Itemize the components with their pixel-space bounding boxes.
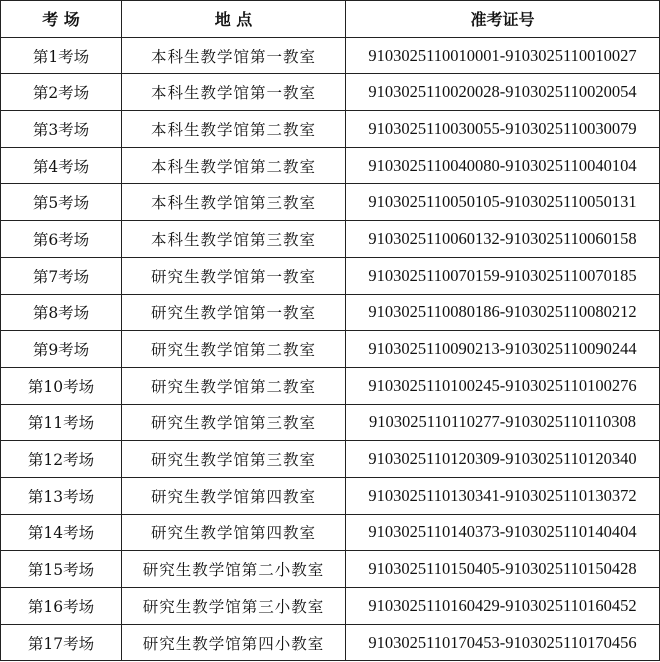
- exam-room-cell: 第4考场: [1, 147, 122, 184]
- ticket-number-range-cell: 9103025110080186-9103025110080212: [346, 294, 660, 331]
- ticket-number-range-cell: 9103025110040080-9103025110040104: [346, 147, 660, 184]
- ticket-number-range-cell: 9103025110170453-9103025110170456: [346, 624, 660, 661]
- ticket-number-range-cell: 9103025110090213-9103025110090244: [346, 331, 660, 368]
- location-cell: 本科生教学馆第一教室: [122, 37, 346, 74]
- table-row: [1, 184, 660, 221]
- table-row: [1, 221, 660, 258]
- location-cell: 研究生教学馆第一教室: [122, 257, 346, 294]
- exam-room-cell: 第16考场: [1, 588, 122, 625]
- table-header: [1, 1, 660, 38]
- table-row: [1, 147, 660, 184]
- header-row: [1, 1, 660, 38]
- location-cell: 本科生教学馆第二教室: [122, 111, 346, 148]
- location-cell: 研究生教学馆第四教室: [122, 514, 346, 551]
- exam-room-cell: 第10考场: [1, 367, 122, 404]
- header-ticket-numbers: 准考证号: [346, 1, 660, 38]
- table-row: [1, 367, 660, 404]
- table-row: [1, 37, 660, 74]
- location-cell: 研究生教学馆第二教室: [122, 331, 346, 368]
- header-exam-room: 考 场: [1, 1, 122, 38]
- table-row: [1, 588, 660, 625]
- ticket-number-range-cell: 9103025110160429-9103025110160452: [346, 588, 660, 625]
- location-cell: 本科生教学馆第三教室: [122, 221, 346, 258]
- table-row: [1, 404, 660, 441]
- exam-room-cell: 第6考场: [1, 221, 122, 258]
- table-body: [1, 37, 660, 661]
- ticket-number-range-cell: 9103025110070159-9103025110070185: [346, 257, 660, 294]
- exam-room-cell: 第12考场: [1, 441, 122, 478]
- exam-room-cell: 第15考场: [1, 551, 122, 588]
- ticket-number-range-cell: 9103025110020028-9103025110020054: [346, 74, 660, 111]
- table-row: [1, 514, 660, 551]
- exam-room-cell: 第17考场: [1, 624, 122, 661]
- ticket-number-range-cell: 9103025110010001-9103025110010027: [346, 37, 660, 74]
- table-row: [1, 441, 660, 478]
- ticket-number-range-cell: 9103025110100245-9103025110100276: [346, 367, 660, 404]
- location-cell: 研究生教学馆第二教室: [122, 367, 346, 404]
- ticket-number-range-cell: 9103025110030055-9103025110030079: [346, 111, 660, 148]
- table-row: [1, 294, 660, 331]
- exam-room-cell: 第2考场: [1, 74, 122, 111]
- exam-room-cell: 第1考场: [1, 37, 122, 74]
- table-row: [1, 74, 660, 111]
- exam-room-cell: 第5考场: [1, 184, 122, 221]
- table-row: [1, 111, 660, 148]
- exam-room-cell: 第7考场: [1, 257, 122, 294]
- ticket-number-range-cell: 9103025110150405-9103025110150428: [346, 551, 660, 588]
- location-cell: 研究生教学馆第二小教室: [122, 551, 346, 588]
- exam-room-cell: 第3考场: [1, 111, 122, 148]
- table-row: [1, 257, 660, 294]
- location-cell: 本科生教学馆第三教室: [122, 184, 346, 221]
- exam-room-cell: 第11考场: [1, 404, 122, 441]
- table-row: [1, 477, 660, 514]
- location-cell: 研究生教学馆第四小教室: [122, 624, 346, 661]
- location-cell: 本科生教学馆第二教室: [122, 147, 346, 184]
- table-row: [1, 551, 660, 588]
- exam-room-cell: 第9考场: [1, 331, 122, 368]
- exam-room-cell: 第13考场: [1, 477, 122, 514]
- exam-room-cell: 第8考场: [1, 294, 122, 331]
- ticket-number-range-cell: 9103025110060132-9103025110060158: [346, 221, 660, 258]
- location-cell: 研究生教学馆第一教室: [122, 294, 346, 331]
- ticket-number-range-cell: 9103025110120309-9103025110120340: [346, 441, 660, 478]
- location-cell: 研究生教学馆第四教室: [122, 477, 346, 514]
- table-row: [1, 624, 660, 661]
- ticket-number-range-cell: 9103025110130341-9103025110130372: [346, 477, 660, 514]
- location-cell: 研究生教学馆第三教室: [122, 404, 346, 441]
- table-row: [1, 331, 660, 368]
- exam-room-cell: 第14考场: [1, 514, 122, 551]
- location-cell: 研究生教学馆第三教室: [122, 441, 346, 478]
- location-cell: 本科生教学馆第一教室: [122, 74, 346, 111]
- ticket-number-range-cell: 9103025110140373-9103025110140404: [346, 514, 660, 551]
- ticket-number-range-cell: 9103025110050105-9103025110050131: [346, 184, 660, 221]
- header-location: 地 点: [122, 1, 346, 38]
- ticket-number-range-cell: 9103025110110277-9103025110110308: [346, 404, 660, 441]
- location-cell: 研究生教学馆第三小教室: [122, 588, 346, 625]
